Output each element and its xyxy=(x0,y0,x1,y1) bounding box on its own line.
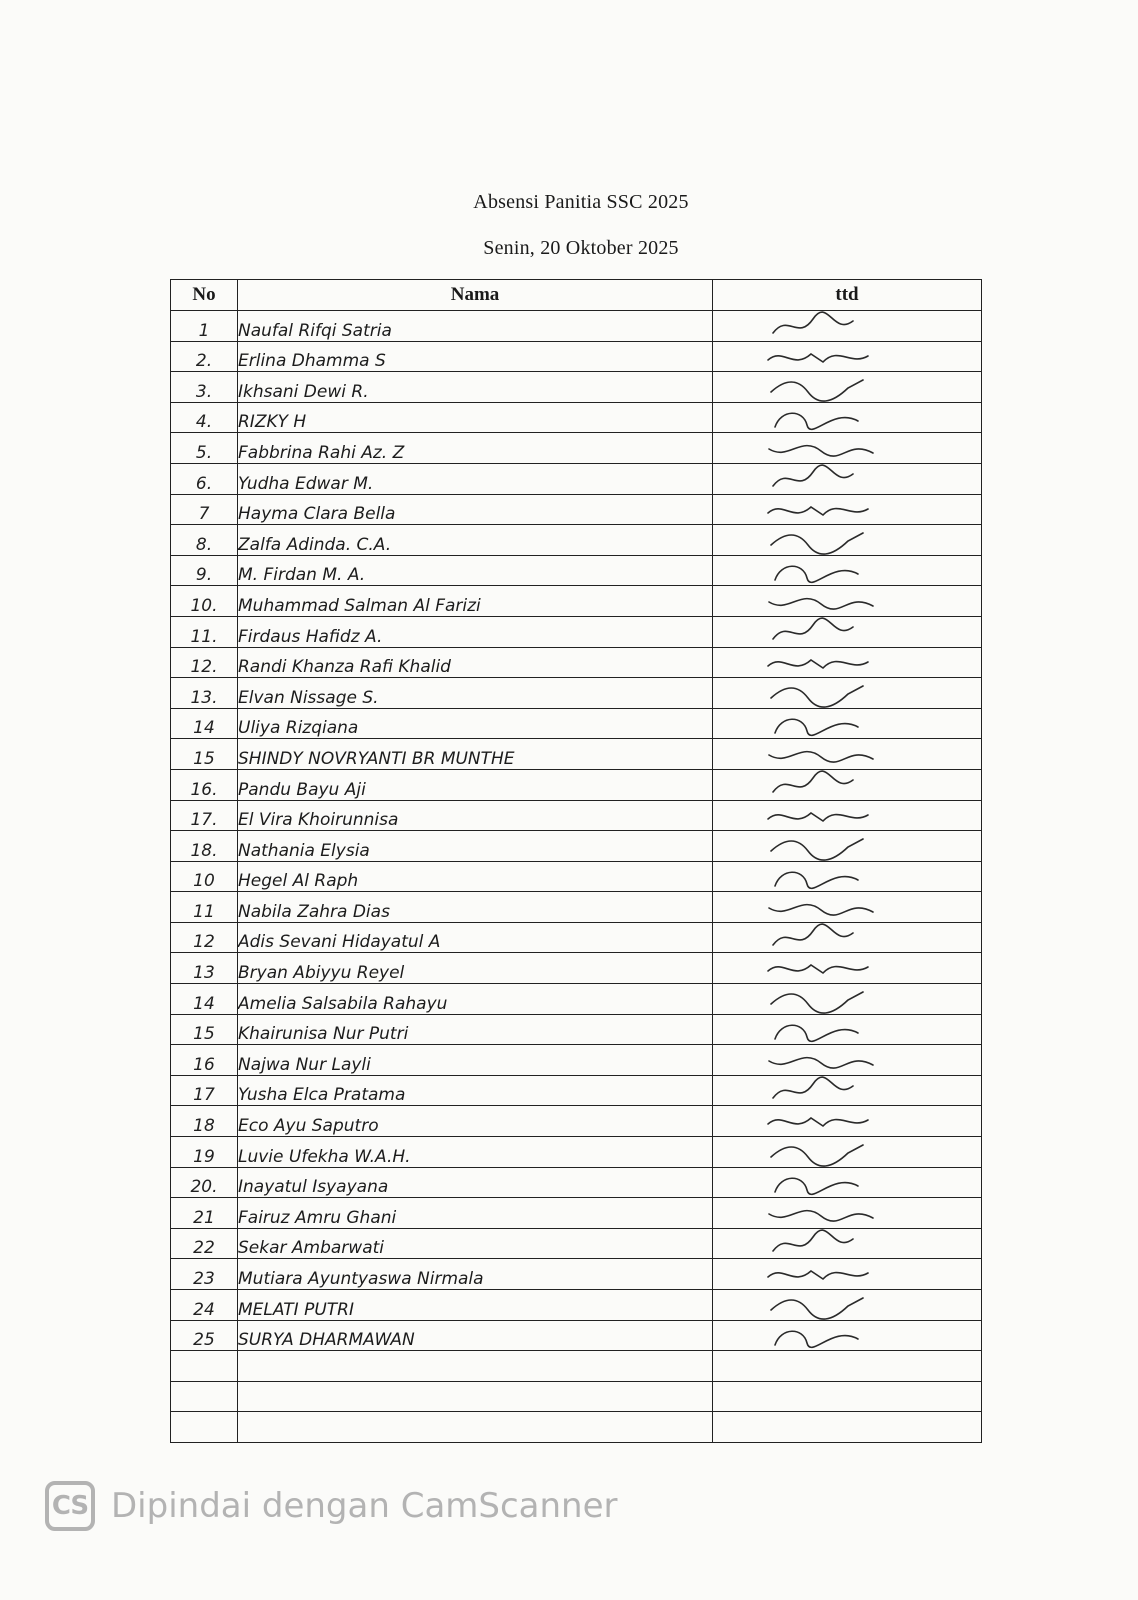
table-row xyxy=(171,1045,982,1076)
document-title: Absensi Panitia SSC 2025 xyxy=(473,191,689,213)
row-number: 14 xyxy=(171,708,238,739)
handwritten-signature-icon xyxy=(763,1198,883,1227)
table-row xyxy=(171,1290,982,1321)
row-name: Fabbrina Rahi Az. Z xyxy=(238,433,713,464)
row-number: 15 xyxy=(171,739,238,770)
table-row xyxy=(171,525,982,556)
row-signature-cell xyxy=(713,341,982,372)
row-number: 13. xyxy=(171,678,238,709)
row-name xyxy=(238,1351,713,1382)
row-name: Najwa Nur Layli xyxy=(238,1045,713,1076)
row-signature-cell xyxy=(713,1381,982,1412)
table-row xyxy=(171,494,982,525)
row-signature-cell xyxy=(713,1290,982,1321)
row-signature-cell xyxy=(713,1198,982,1229)
row-name: Hayma Clara Bella xyxy=(238,494,713,525)
row-signature-cell xyxy=(713,463,982,494)
table-row xyxy=(171,586,982,617)
table-row xyxy=(171,861,982,892)
attendance-table xyxy=(170,279,982,1443)
row-signature-cell xyxy=(713,433,982,464)
handwritten-signature-icon xyxy=(763,953,883,982)
row-number: 5. xyxy=(171,433,238,464)
row-name: Inayatul Isyayana xyxy=(238,1167,713,1198)
row-number: 9. xyxy=(171,555,238,586)
handwritten-signature-icon xyxy=(763,1045,883,1074)
handwritten-signature-icon xyxy=(763,739,883,768)
table-row xyxy=(171,1351,982,1382)
row-name: El Vira Khoirunnisa xyxy=(238,800,713,831)
handwritten-signature-icon xyxy=(763,1168,883,1197)
row-number: 16. xyxy=(171,769,238,800)
row-name: M. Firdan M. A. xyxy=(238,555,713,586)
row-number: 22 xyxy=(171,1228,238,1259)
row-signature-cell xyxy=(713,1320,982,1351)
table-row xyxy=(171,984,982,1015)
table-row xyxy=(171,1137,982,1168)
table-row xyxy=(171,678,982,709)
row-number xyxy=(171,1381,238,1412)
row-name: SHINDY NOVRYANTI BR MUNTHE xyxy=(238,739,713,770)
handwritten-signature-icon xyxy=(763,617,883,646)
row-number: 10. xyxy=(171,586,238,617)
row-name: Elvan Nissage S. xyxy=(238,678,713,709)
handwritten-signature-icon xyxy=(763,495,883,524)
row-signature-cell xyxy=(713,525,982,556)
table-row xyxy=(171,1014,982,1045)
handwritten-signature-icon xyxy=(763,648,883,677)
table-row xyxy=(171,1228,982,1259)
row-signature-cell xyxy=(713,678,982,709)
row-number: 10 xyxy=(171,861,238,892)
row-signature-cell xyxy=(713,586,982,617)
row-number: 12 xyxy=(171,922,238,953)
row-signature-cell xyxy=(713,1167,982,1198)
handwritten-signature-icon xyxy=(763,525,883,554)
row-number: 20. xyxy=(171,1167,238,1198)
handwritten-signature-icon xyxy=(763,311,883,340)
handwritten-signature-icon xyxy=(763,801,883,830)
row-name: Pandu Bayu Aji xyxy=(238,769,713,800)
row-name: Bryan Abiyyu Reyel xyxy=(238,953,713,984)
handwritten-signature-icon xyxy=(763,1321,883,1350)
row-number xyxy=(171,1351,238,1382)
row-signature-cell xyxy=(713,739,982,770)
table-row xyxy=(171,647,982,678)
row-name: Erlina Dhamma S xyxy=(238,341,713,372)
row-name: Ikhsani Dewi R. xyxy=(238,372,713,403)
row-signature-cell xyxy=(713,494,982,525)
table-row xyxy=(171,953,982,984)
row-signature-cell xyxy=(713,800,982,831)
table-row xyxy=(171,708,982,739)
row-name xyxy=(238,1412,713,1443)
row-name xyxy=(238,1381,713,1412)
row-signature-cell xyxy=(713,1075,982,1106)
handwritten-signature-icon xyxy=(763,586,883,615)
row-number: 11 xyxy=(171,892,238,923)
row-number: 24 xyxy=(171,1290,238,1321)
row-signature-cell xyxy=(713,861,982,892)
table-row xyxy=(171,402,982,433)
handwritten-signature-icon xyxy=(763,892,883,921)
row-name: Adis Sevani Hidayatul A xyxy=(238,922,713,953)
handwritten-signature-icon xyxy=(763,342,883,371)
table-row xyxy=(171,433,982,464)
table-row xyxy=(171,341,982,372)
row-signature-cell xyxy=(713,647,982,678)
row-name: SURYA DHARMAWAN xyxy=(238,1320,713,1351)
handwritten-signature-icon xyxy=(763,372,883,401)
row-signature-cell xyxy=(713,402,982,433)
row-signature-cell xyxy=(713,1137,982,1168)
row-name: Randi Khanza Rafi Khalid xyxy=(238,647,713,678)
table-row xyxy=(171,1167,982,1198)
handwritten-signature-icon xyxy=(763,678,883,707)
row-number: 11. xyxy=(171,616,238,647)
row-signature-cell xyxy=(713,1351,982,1382)
row-name: Nabila Zahra Dias xyxy=(238,892,713,923)
table-row xyxy=(171,1075,982,1106)
table-row xyxy=(171,555,982,586)
row-number: 16 xyxy=(171,1045,238,1076)
handwritten-signature-icon xyxy=(763,1290,883,1319)
handwritten-signature-icon xyxy=(763,709,883,738)
watermark-text: Dipindai dengan CamScanner xyxy=(111,1486,618,1526)
row-signature-cell xyxy=(713,1228,982,1259)
row-name: Fairuz Amru Ghani xyxy=(238,1198,713,1229)
row-signature-cell xyxy=(713,892,982,923)
table-row xyxy=(171,311,982,342)
row-name: Khairunisa Nur Putri xyxy=(238,1014,713,1045)
row-number: 2. xyxy=(171,341,238,372)
row-number: 1 xyxy=(171,311,238,342)
row-number: 8. xyxy=(171,525,238,556)
row-number: 4. xyxy=(171,402,238,433)
row-number: 17 xyxy=(171,1075,238,1106)
table-row xyxy=(171,1106,982,1137)
table-row xyxy=(171,616,982,647)
handwritten-signature-icon xyxy=(763,1229,883,1258)
row-name: Sekar Ambarwati xyxy=(238,1228,713,1259)
row-number: 7 xyxy=(171,494,238,525)
handwritten-signature-icon xyxy=(763,1106,883,1135)
handwritten-signature-icon xyxy=(763,862,883,891)
row-name: Luvie Ufekha W.A.H. xyxy=(238,1137,713,1168)
handwritten-signature-icon xyxy=(763,923,883,952)
table-row xyxy=(171,1198,982,1229)
row-signature-cell xyxy=(713,984,982,1015)
row-name: Muhammad Salman Al Farizi xyxy=(238,586,713,617)
row-name: Amelia Salsabila Rahayu xyxy=(238,984,713,1015)
row-name: RIZKY H xyxy=(238,402,713,433)
row-number: 17. xyxy=(171,800,238,831)
row-signature-cell xyxy=(713,1045,982,1076)
row-number: 18 xyxy=(171,1106,238,1137)
row-name: Yudha Edwar M. xyxy=(238,463,713,494)
row-signature-cell xyxy=(713,831,982,862)
table-row xyxy=(171,739,982,770)
row-signature-cell xyxy=(713,555,982,586)
row-signature-cell xyxy=(713,1259,982,1290)
row-number: 21 xyxy=(171,1198,238,1229)
row-signature-cell xyxy=(713,1014,982,1045)
table-row xyxy=(171,892,982,923)
row-name: Eco Ayu Saputro xyxy=(238,1106,713,1137)
row-signature-cell xyxy=(713,922,982,953)
handwritten-signature-icon xyxy=(763,1076,883,1105)
row-name: Uliya Rizqiana xyxy=(238,708,713,739)
row-signature-cell xyxy=(713,708,982,739)
row-number: 3. xyxy=(171,372,238,403)
row-number: 14 xyxy=(171,984,238,1015)
row-number: 18. xyxy=(171,831,238,862)
table-row xyxy=(171,1259,982,1290)
row-name: Yusha Elca Pratama xyxy=(238,1075,713,1106)
row-name: Zalfa Adinda. C.A. xyxy=(238,525,713,556)
row-number: 12. xyxy=(171,647,238,678)
table-row xyxy=(171,922,982,953)
handwritten-signature-icon xyxy=(763,403,883,432)
row-number: 19 xyxy=(171,1137,238,1168)
row-signature-cell xyxy=(713,372,982,403)
header-signature: ttd xyxy=(713,280,982,311)
row-name: MELATI PUTRI xyxy=(238,1290,713,1321)
camscanner-watermark xyxy=(45,1478,618,1534)
row-number: 13 xyxy=(171,953,238,984)
handwritten-signature-icon xyxy=(763,1259,883,1288)
camscanner-logo-icon: CS xyxy=(45,1481,95,1531)
handwritten-signature-icon xyxy=(763,770,883,799)
handwritten-signature-icon xyxy=(763,831,883,860)
row-signature-cell xyxy=(713,1106,982,1137)
row-signature-cell xyxy=(713,311,982,342)
row-name: Nathania Elysia xyxy=(238,831,713,862)
table-row xyxy=(171,769,982,800)
row-signature-cell xyxy=(713,1412,982,1443)
table-row xyxy=(171,1320,982,1351)
handwritten-signature-icon xyxy=(763,984,883,1013)
table-row xyxy=(171,831,982,862)
row-signature-cell xyxy=(713,616,982,647)
handwritten-signature-icon xyxy=(763,556,883,585)
row-signature-cell xyxy=(713,769,982,800)
table-row xyxy=(171,800,982,831)
handwritten-signature-icon xyxy=(763,1015,883,1044)
table-row xyxy=(171,1412,982,1443)
row-name: Mutiara Ayuntyaswa Nirmala xyxy=(238,1259,713,1290)
table-header-row xyxy=(171,280,982,311)
row-number: 6. xyxy=(171,463,238,494)
header-name: Nama xyxy=(238,280,713,311)
row-signature-cell xyxy=(713,953,982,984)
row-number: 15 xyxy=(171,1014,238,1045)
handwritten-signature-icon xyxy=(763,1137,883,1166)
row-number xyxy=(171,1412,238,1443)
row-name: Firdaus Hafidz A. xyxy=(238,616,713,647)
document-date: Senin, 20 Oktober 2025 xyxy=(483,237,679,259)
table-row xyxy=(171,372,982,403)
table-row xyxy=(171,463,982,494)
handwritten-signature-icon xyxy=(763,464,883,493)
row-number: 23 xyxy=(171,1259,238,1290)
handwritten-signature-icon xyxy=(763,433,883,462)
table-row xyxy=(171,1381,982,1412)
row-number: 25 xyxy=(171,1320,238,1351)
header-no: No xyxy=(171,280,238,311)
row-name: Hegel Al Raph xyxy=(238,861,713,892)
row-name: Naufal Rifqi Satria xyxy=(238,311,713,342)
